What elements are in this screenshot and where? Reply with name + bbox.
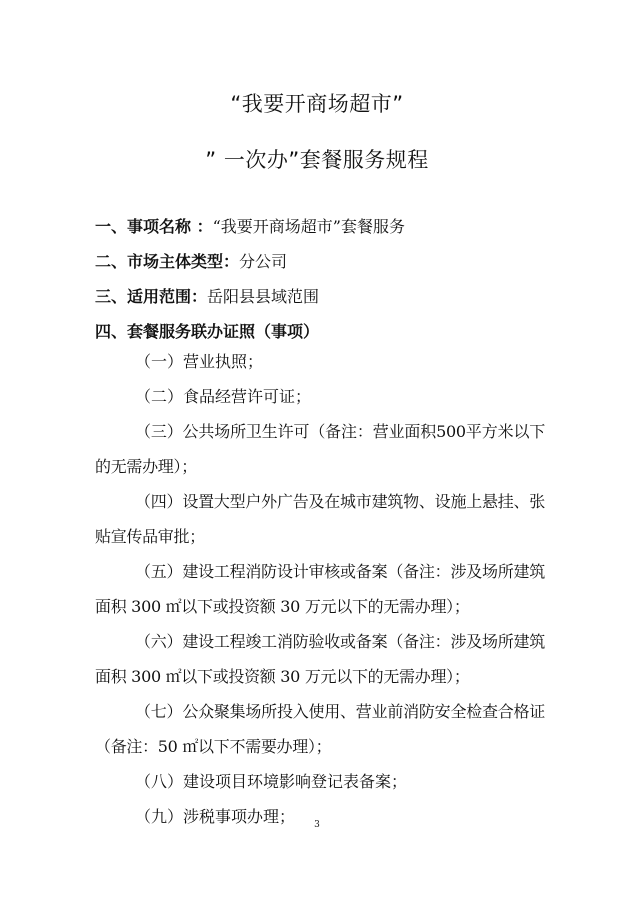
section-licenses: [95, 322, 319, 342]
license-list: [95, 344, 545, 834]
list-item: （一）营业执照；: [135, 352, 264, 371]
list-item: （七）公众聚集场所投入使用、营业前消防安全检查合格证（备注：50 ㎡以下不需要办理）；: [95, 702, 545, 756]
section-value: 分公司: [239, 252, 288, 271]
section-heading: 二、市场主体类型：: [95, 252, 240, 271]
title-line-2: ” 一次办”套餐服务规程: [205, 148, 429, 172]
section-heading: 四、套餐服务联办证照（事项）: [95, 322, 320, 341]
list-item: （九）涉税事项办理；: [135, 807, 296, 826]
list-item: （五）建设工程消防设计审核或备案（备注：涉及场所建筑面积 300 ㎡以下或投资额 30 万元以下的无需办理）；: [95, 562, 545, 616]
section-item-name: [95, 217, 405, 237]
section-value: “我要开商场超市”套餐服务: [212, 217, 405, 236]
section-heading: 三、适用范围：: [95, 287, 208, 306]
list-item: （三）公共场所卫生许可（备注：营业面积500平方米以下的无需办理）；: [95, 422, 545, 476]
section-scope: [95, 287, 319, 307]
title-line-1: “我要开商场超市”: [230, 92, 404, 116]
section-heading: 一、事项名称 ：: [95, 217, 213, 236]
section-value: 岳阳县县域范围: [207, 287, 320, 306]
list-item: （六）建设工程竣工消防验收或备案（备注：涉及场所建筑面积 300 ㎡以下或投资额 30 万元以下的无需办理）；: [95, 632, 545, 686]
list-item: （四）设置大型户外广告及在城市建筑物、设施上悬挂、张贴宣传品审批；: [95, 492, 545, 546]
page-number: 3: [314, 820, 320, 830]
section-entity-type: [95, 252, 287, 272]
list-item: （二）食品经营许可证；: [135, 387, 312, 406]
list-item: （八）建设项目环境影响登记表备案；: [135, 772, 408, 791]
